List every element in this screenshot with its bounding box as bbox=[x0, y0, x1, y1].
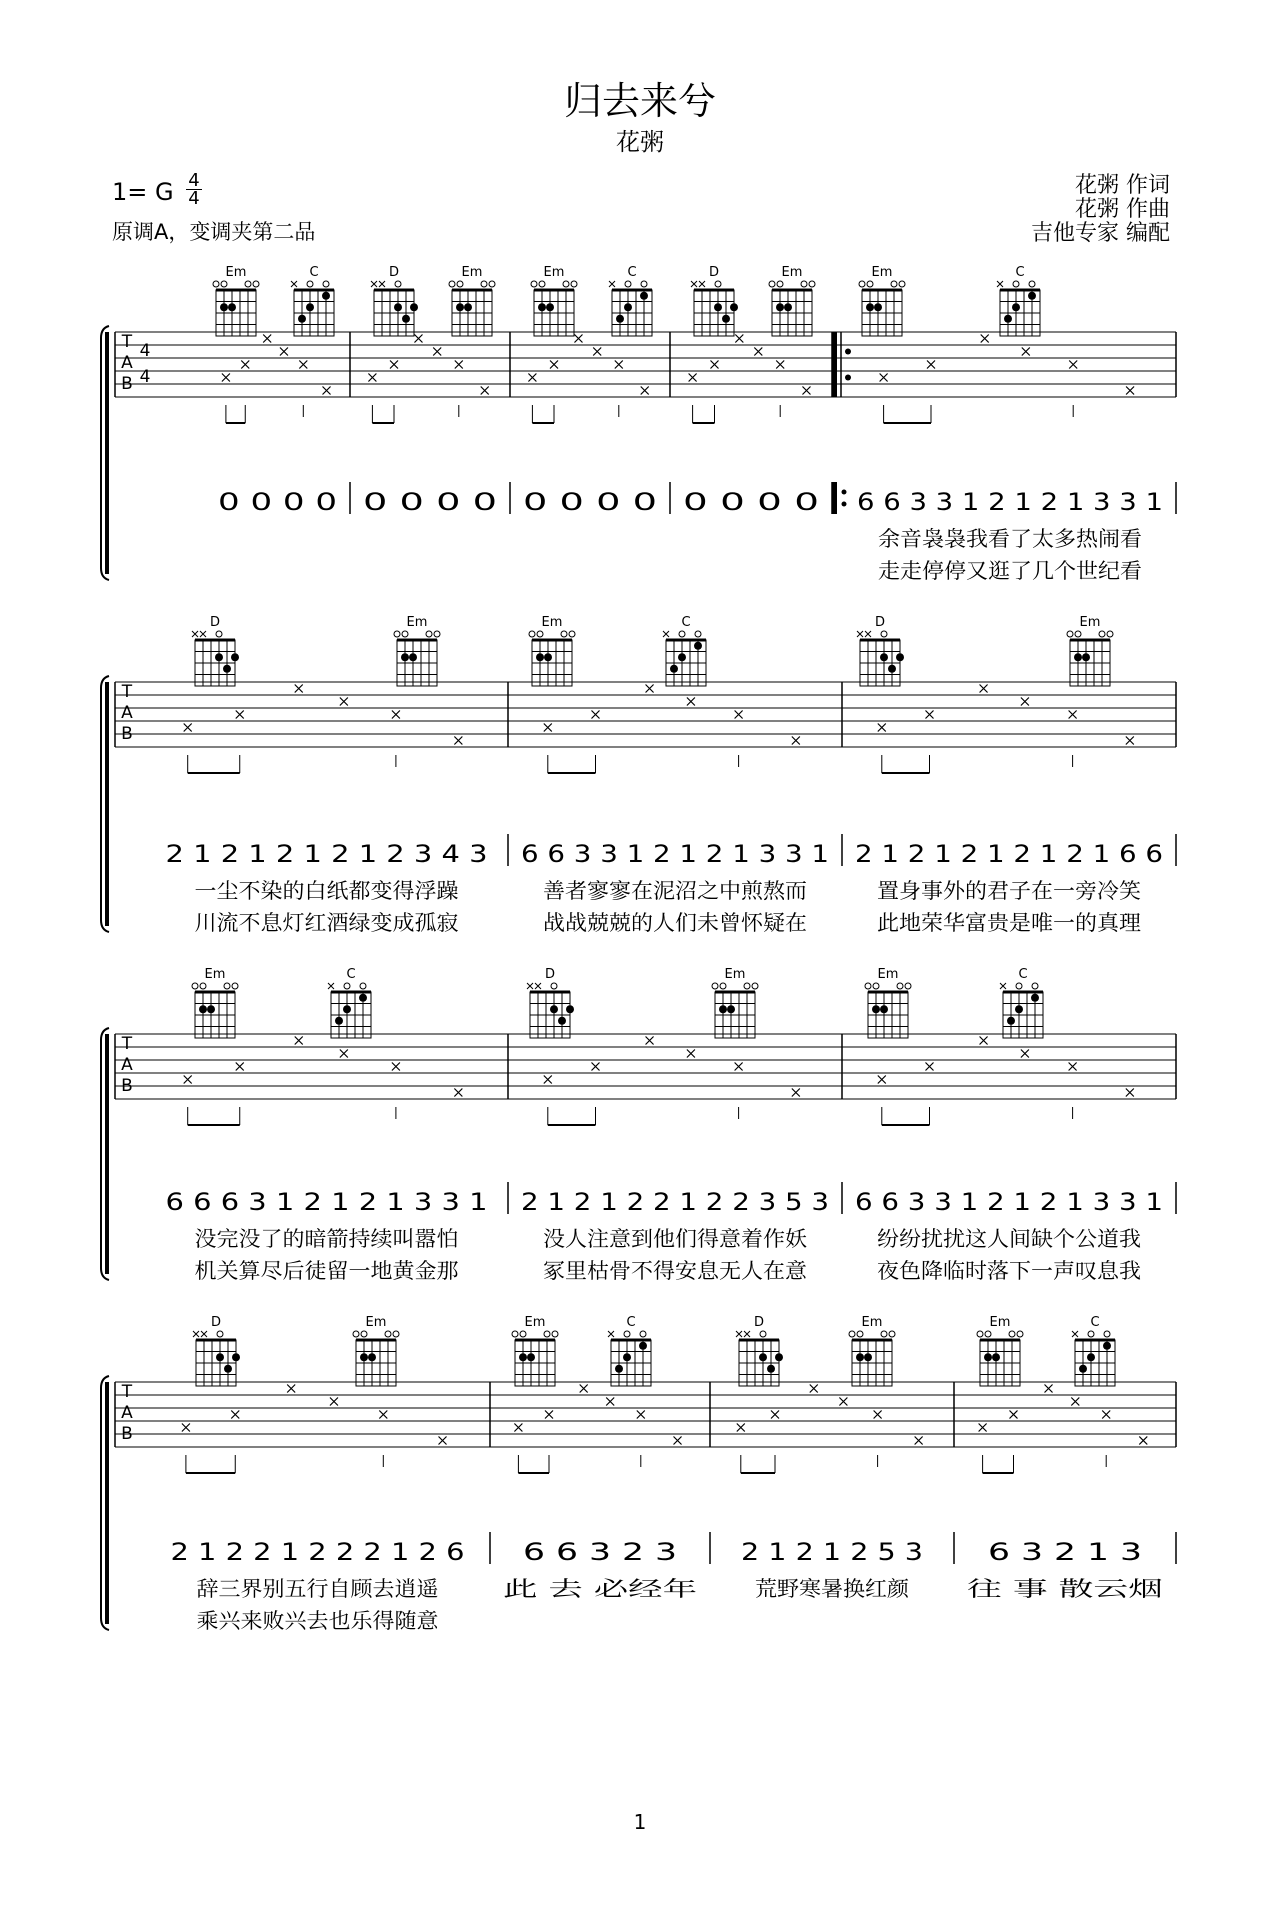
chord-diagram-em bbox=[192, 967, 238, 1038]
chord-name: D bbox=[874, 615, 886, 630]
system-4 bbox=[101, 1315, 1176, 1633]
chord-diagram-d bbox=[857, 615, 904, 686]
jianpu-notes: 6 6 3 3 1 2 1 2 1 3 3 1 bbox=[855, 1188, 1163, 1216]
chord-diagram-em bbox=[712, 967, 758, 1038]
chord-name: D bbox=[544, 967, 556, 982]
chord-name: C bbox=[1018, 967, 1028, 982]
jianpu-notes: 6 3 2 1 3 bbox=[988, 1538, 1142, 1566]
lyric-verse-2: 战战兢兢的人们未曾怀疑在 bbox=[543, 911, 807, 935]
jianpu-notes: 2 1 2 1 2 1 2 1 2 1 6 6 bbox=[855, 840, 1163, 868]
chord-diagram-c bbox=[608, 1315, 651, 1386]
system-1 bbox=[101, 265, 1176, 583]
chord-name: C bbox=[309, 265, 319, 280]
lyric-verse-1: 没人注意到他们得意着作妖 bbox=[543, 1227, 807, 1251]
chord-name: Em bbox=[1079, 615, 1101, 630]
lyric-verse-1: 辞三界别五行自顾去逍遥 bbox=[196, 1577, 439, 1601]
jianpu-notes: 0 0 0 0 bbox=[523, 488, 657, 516]
chord-name: C bbox=[346, 967, 356, 982]
chord-name: C bbox=[627, 265, 637, 280]
song-title: 归去来兮 bbox=[563, 79, 716, 123]
chord-diagram-d bbox=[371, 265, 418, 336]
jianpu-notes: 0 0 0 0 bbox=[218, 488, 337, 516]
lyric-verse-1: 纷纷扰扰这人间缺个公道我 bbox=[877, 1227, 1141, 1251]
chord-name: Em bbox=[204, 967, 226, 982]
lyric-verse-2: 冢里枯骨不得安息无人在意 bbox=[543, 1259, 807, 1283]
chord-name: Em bbox=[861, 1315, 883, 1330]
chord-diagram-em bbox=[977, 1315, 1023, 1386]
lyric-verse-1: 善者寥寥在泥沼之中煎熬而 bbox=[543, 879, 807, 903]
lyric-verse-2: 夜色降临时落下一声叹息我 bbox=[877, 1259, 1141, 1283]
chord-name: D bbox=[708, 265, 720, 280]
chord-name: Em bbox=[365, 1315, 387, 1330]
tab-clef-b: B bbox=[121, 374, 133, 394]
chord-name: Em bbox=[724, 967, 746, 982]
chord-diagram-em bbox=[353, 1315, 399, 1386]
arranger-credit: 吉他专家 编配 bbox=[1031, 221, 1170, 246]
chord-name: Em bbox=[406, 615, 428, 630]
tab-clef-a: A bbox=[121, 353, 133, 373]
jianpu-notes: 6 6 3 2 3 bbox=[523, 1538, 677, 1566]
page-number: 1 bbox=[633, 1810, 647, 1834]
chord-diagram-c bbox=[328, 967, 371, 1038]
lyric-verse-1: 荒野寒暑换红颜 bbox=[755, 1577, 911, 1601]
chord-diagram-em bbox=[449, 265, 495, 336]
lyric-verse-1: 置身事外的君子在一旁冷笑 bbox=[877, 879, 1141, 903]
chord-diagram-em bbox=[512, 1315, 558, 1386]
lyric-verse-1: 余音袅袅我看了太多热闹看 bbox=[878, 527, 1142, 551]
chord-diagram-d bbox=[736, 1315, 783, 1386]
jianpu-notes: 2 1 2 2 1 2 2 2 1 2 6 bbox=[170, 1538, 465, 1566]
chord-name: Em bbox=[524, 1315, 546, 1330]
chord-diagram-c bbox=[609, 265, 652, 336]
artist-name: 花粥 bbox=[616, 128, 664, 156]
chord-diagram-em bbox=[531, 265, 577, 336]
jianpu-notes: 2 1 2 1 2 1 2 1 2 3 4 3 bbox=[165, 840, 488, 868]
chord-diagram-em bbox=[769, 265, 815, 336]
chord-name: D bbox=[388, 265, 400, 280]
tab-clef-a: A bbox=[121, 1403, 133, 1423]
chord-name: C bbox=[1090, 1315, 1100, 1330]
jianpu-notes: 6 6 6 3 1 2 1 2 1 3 3 1 bbox=[165, 1188, 488, 1216]
tab-clef-t: T bbox=[121, 332, 133, 352]
jianpu-notes: 6 6 3 3 1 2 1 2 1 3 3 1 bbox=[521, 840, 829, 868]
chord-diagram-c bbox=[997, 265, 1040, 336]
chord-diagram-em bbox=[859, 265, 905, 336]
lyric-verse-1: 一尘不染的白纸都变得浮躁 bbox=[194, 879, 459, 903]
jianpu-notes: 2 1 2 1 2 5 3 bbox=[741, 1538, 923, 1566]
capo-note: 原调A，变调夹第二品 bbox=[112, 220, 316, 244]
chord-name: Em bbox=[225, 265, 247, 280]
chord-diagram-c bbox=[291, 265, 334, 336]
tab-clef-b: B bbox=[121, 724, 133, 744]
tab-clef-a: A bbox=[121, 703, 133, 723]
chord-name: C bbox=[681, 615, 691, 630]
chord-diagram-d bbox=[192, 615, 239, 686]
chord-diagram-em bbox=[529, 615, 575, 686]
chord-name: Em bbox=[871, 265, 893, 280]
tab-clef-t: T bbox=[121, 682, 133, 702]
chord-name: D bbox=[753, 1315, 765, 1330]
chord-diagram-em bbox=[394, 615, 440, 686]
chord-name: Em bbox=[989, 1315, 1011, 1330]
time-signature-denominator: 4 bbox=[186, 189, 202, 207]
chord-diagram-d bbox=[193, 1315, 240, 1386]
tab-time-top: 4 bbox=[139, 341, 151, 361]
jianpu-notes: 2 1 2 1 2 2 1 2 2 3 5 3 bbox=[521, 1188, 829, 1216]
chord-diagram-em bbox=[213, 265, 259, 336]
lyric-verse-2: 乘兴来败兴去也乐得随意 bbox=[196, 1609, 439, 1633]
tab-clef-t: T bbox=[121, 1382, 133, 1402]
chord-diagram-c bbox=[1072, 1315, 1115, 1386]
tab-time-bottom: 4 bbox=[139, 367, 151, 387]
chord-name: Em bbox=[543, 265, 565, 280]
chord-name: D bbox=[209, 615, 221, 630]
tab-clef-a: A bbox=[121, 1055, 133, 1075]
chord-diagram-em bbox=[849, 1315, 895, 1386]
lyric-verse-2: 此地荣华富贵是唯一的真理 bbox=[877, 911, 1141, 935]
lyric-verse-2: 走走停停又逛了几个世纪看 bbox=[878, 559, 1142, 583]
key-signature: 1= G bbox=[112, 178, 174, 206]
chord-name: C bbox=[626, 1315, 636, 1330]
chord-diagram-em bbox=[865, 967, 911, 1038]
chord-diagram-em bbox=[1067, 615, 1113, 686]
tab-clef-t: T bbox=[121, 1034, 133, 1054]
chord-diagram-c bbox=[663, 615, 706, 686]
chord-name: C bbox=[1015, 265, 1025, 280]
chord-name: Em bbox=[541, 615, 563, 630]
lyric-verse-2: 川流不息灯红酒绿变成孤寂 bbox=[194, 911, 459, 935]
jianpu-notes: 0 0 0 0 bbox=[683, 488, 819, 516]
system-2 bbox=[101, 615, 1176, 935]
time-signature-numerator: 4 bbox=[188, 170, 200, 191]
chord-name: Em bbox=[461, 265, 483, 280]
lyricist-credit: 花粥 作词 bbox=[1075, 173, 1170, 198]
jianpu-notes: 6 6 3 3 1 2 1 2 1 3 3 1 bbox=[857, 488, 1163, 516]
lyric-verse-2: 机关算尽后徒留一地黄金那 bbox=[194, 1259, 459, 1283]
chord-name: D bbox=[210, 1315, 222, 1330]
lyric-verse-1: 没完没了的暗箭持续叫嚣怕 bbox=[194, 1227, 459, 1251]
tab-clef-b: B bbox=[121, 1424, 133, 1444]
lyric-verse-1: 此 去 必经年 bbox=[503, 1577, 697, 1601]
chord-diagram-d bbox=[691, 265, 738, 336]
chord-name: Em bbox=[877, 967, 899, 982]
chord-name: Em bbox=[781, 265, 803, 280]
chord-diagram-c bbox=[1000, 967, 1043, 1038]
chord-diagram-d bbox=[527, 967, 574, 1038]
lyric-verse-1: 往 事 散云烟 bbox=[967, 1577, 1163, 1601]
composer-credit: 花粥 作曲 bbox=[1075, 197, 1170, 222]
tab-clef-b: B bbox=[121, 1076, 133, 1096]
system-3 bbox=[101, 967, 1176, 1283]
jianpu-notes: 0 0 0 0 bbox=[363, 488, 497, 516]
